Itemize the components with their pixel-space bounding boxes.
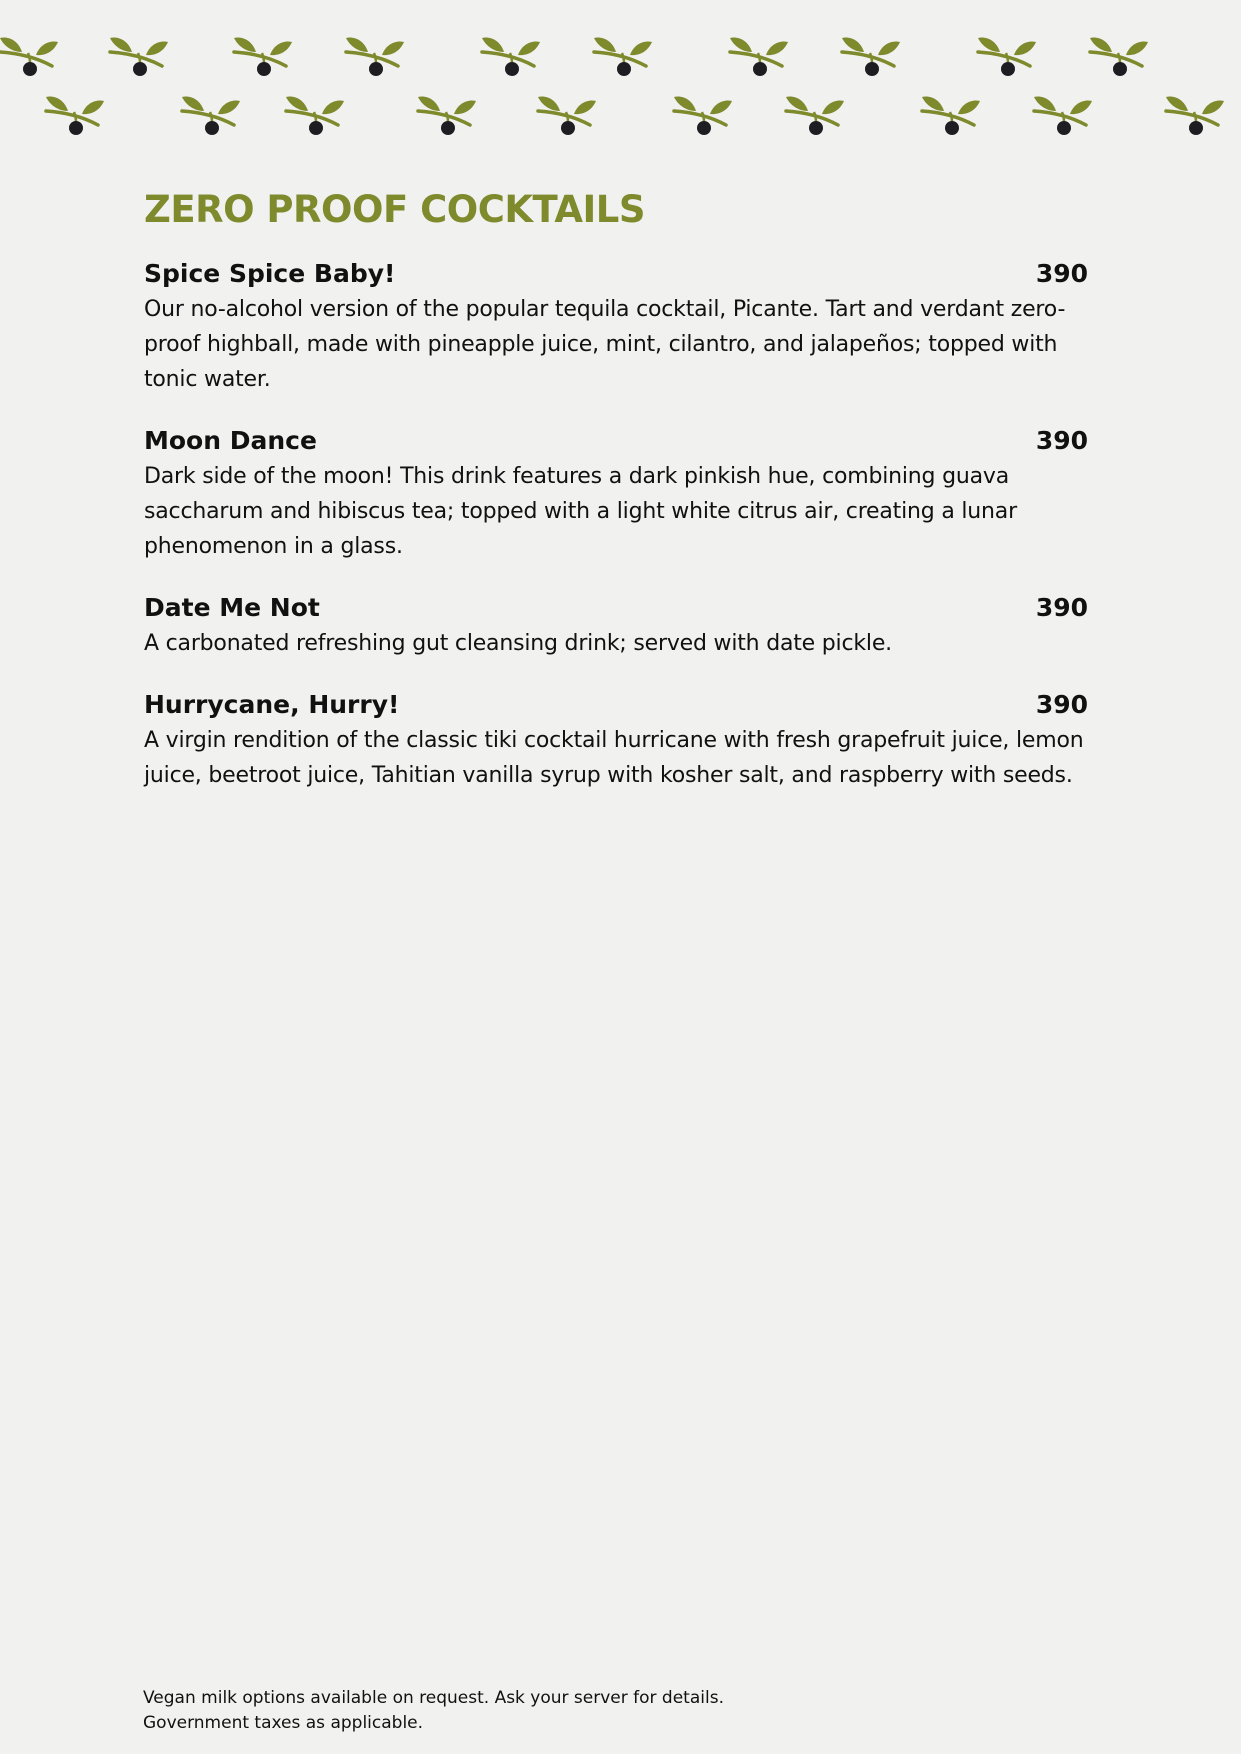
menu-list <box>144 256 1088 819</box>
olive-branch-icon <box>346 38 404 76</box>
item-price: 390 <box>1035 593 1088 622</box>
item-name: Date Me Not <box>144 593 320 622</box>
olive-branch-icon <box>182 97 240 135</box>
olive-branch-icon <box>1166 97 1224 135</box>
item-name: Moon Dance <box>144 426 317 455</box>
item-header <box>144 256 1088 292</box>
olive-branch-icon <box>1090 38 1148 76</box>
olive-branch-icon <box>46 97 104 135</box>
olive-branch-icon <box>0 38 58 76</box>
item-name: Hurrycane, Hurry! <box>144 690 400 719</box>
footer-notes <box>143 1686 724 1736</box>
olive-branch-border <box>0 0 1241 150</box>
olive-branch-icon <box>1034 97 1092 135</box>
item-price: 390 <box>1035 259 1088 288</box>
olive-branch-icon <box>538 97 596 135</box>
olive-branch-icon <box>786 97 844 135</box>
menu-item <box>144 423 1088 564</box>
section-title: ZERO PROOF COCKTAILS <box>144 188 646 231</box>
item-description: Our no-alcohol version of the popular tequila cocktail, Picante. Tart and verdant zero-proof highball, made with pineapple juice, mint, cilantro, and jalapeños; topped with tonic water. <box>144 297 1066 392</box>
footer-vegan-note: Vegan milk options available on request. Ask your server for details. <box>143 1688 724 1708</box>
item-header <box>144 423 1088 459</box>
olive-branch-icon <box>594 38 652 76</box>
olive-branch-icon <box>234 38 292 76</box>
olive-branch-icon <box>418 97 476 135</box>
item-price: 390 <box>1035 690 1088 719</box>
item-header <box>144 590 1088 626</box>
olive-branch-icon <box>842 38 900 76</box>
olive-branch-icon <box>482 38 540 76</box>
item-description: Dark side of the moon! This drink features a dark pinkish hue, combining guava saccharum and hibiscus tea; topped with a light white citrus air, creating a lunar phenomenon in a glass. <box>144 464 1017 559</box>
olive-branch-icon <box>730 38 788 76</box>
olive-branch-icon <box>978 38 1036 76</box>
item-description: A virgin rendition of the classic tiki cocktail hurricane with fresh grapefruit juice, lemon juice, beetroot juice, Tahitian vanilla syrup with kosher salt, and raspberry with seeds. <box>144 728 1084 788</box>
item-header <box>144 687 1088 723</box>
olive-branch-icon <box>674 97 732 135</box>
menu-item <box>144 590 1088 661</box>
olive-branch-icon <box>286 97 344 135</box>
olive-branch-icon <box>922 97 980 135</box>
menu-item <box>144 256 1088 397</box>
footer-tax-note: Government taxes as applicable. <box>143 1713 424 1733</box>
olive-branch-icon <box>110 38 168 76</box>
item-name: Spice Spice Baby! <box>144 259 396 288</box>
item-price: 390 <box>1035 426 1088 455</box>
item-description: A carbonated refreshing gut cleansing drink; served with date pickle. <box>144 631 892 656</box>
menu-item <box>144 687 1088 793</box>
